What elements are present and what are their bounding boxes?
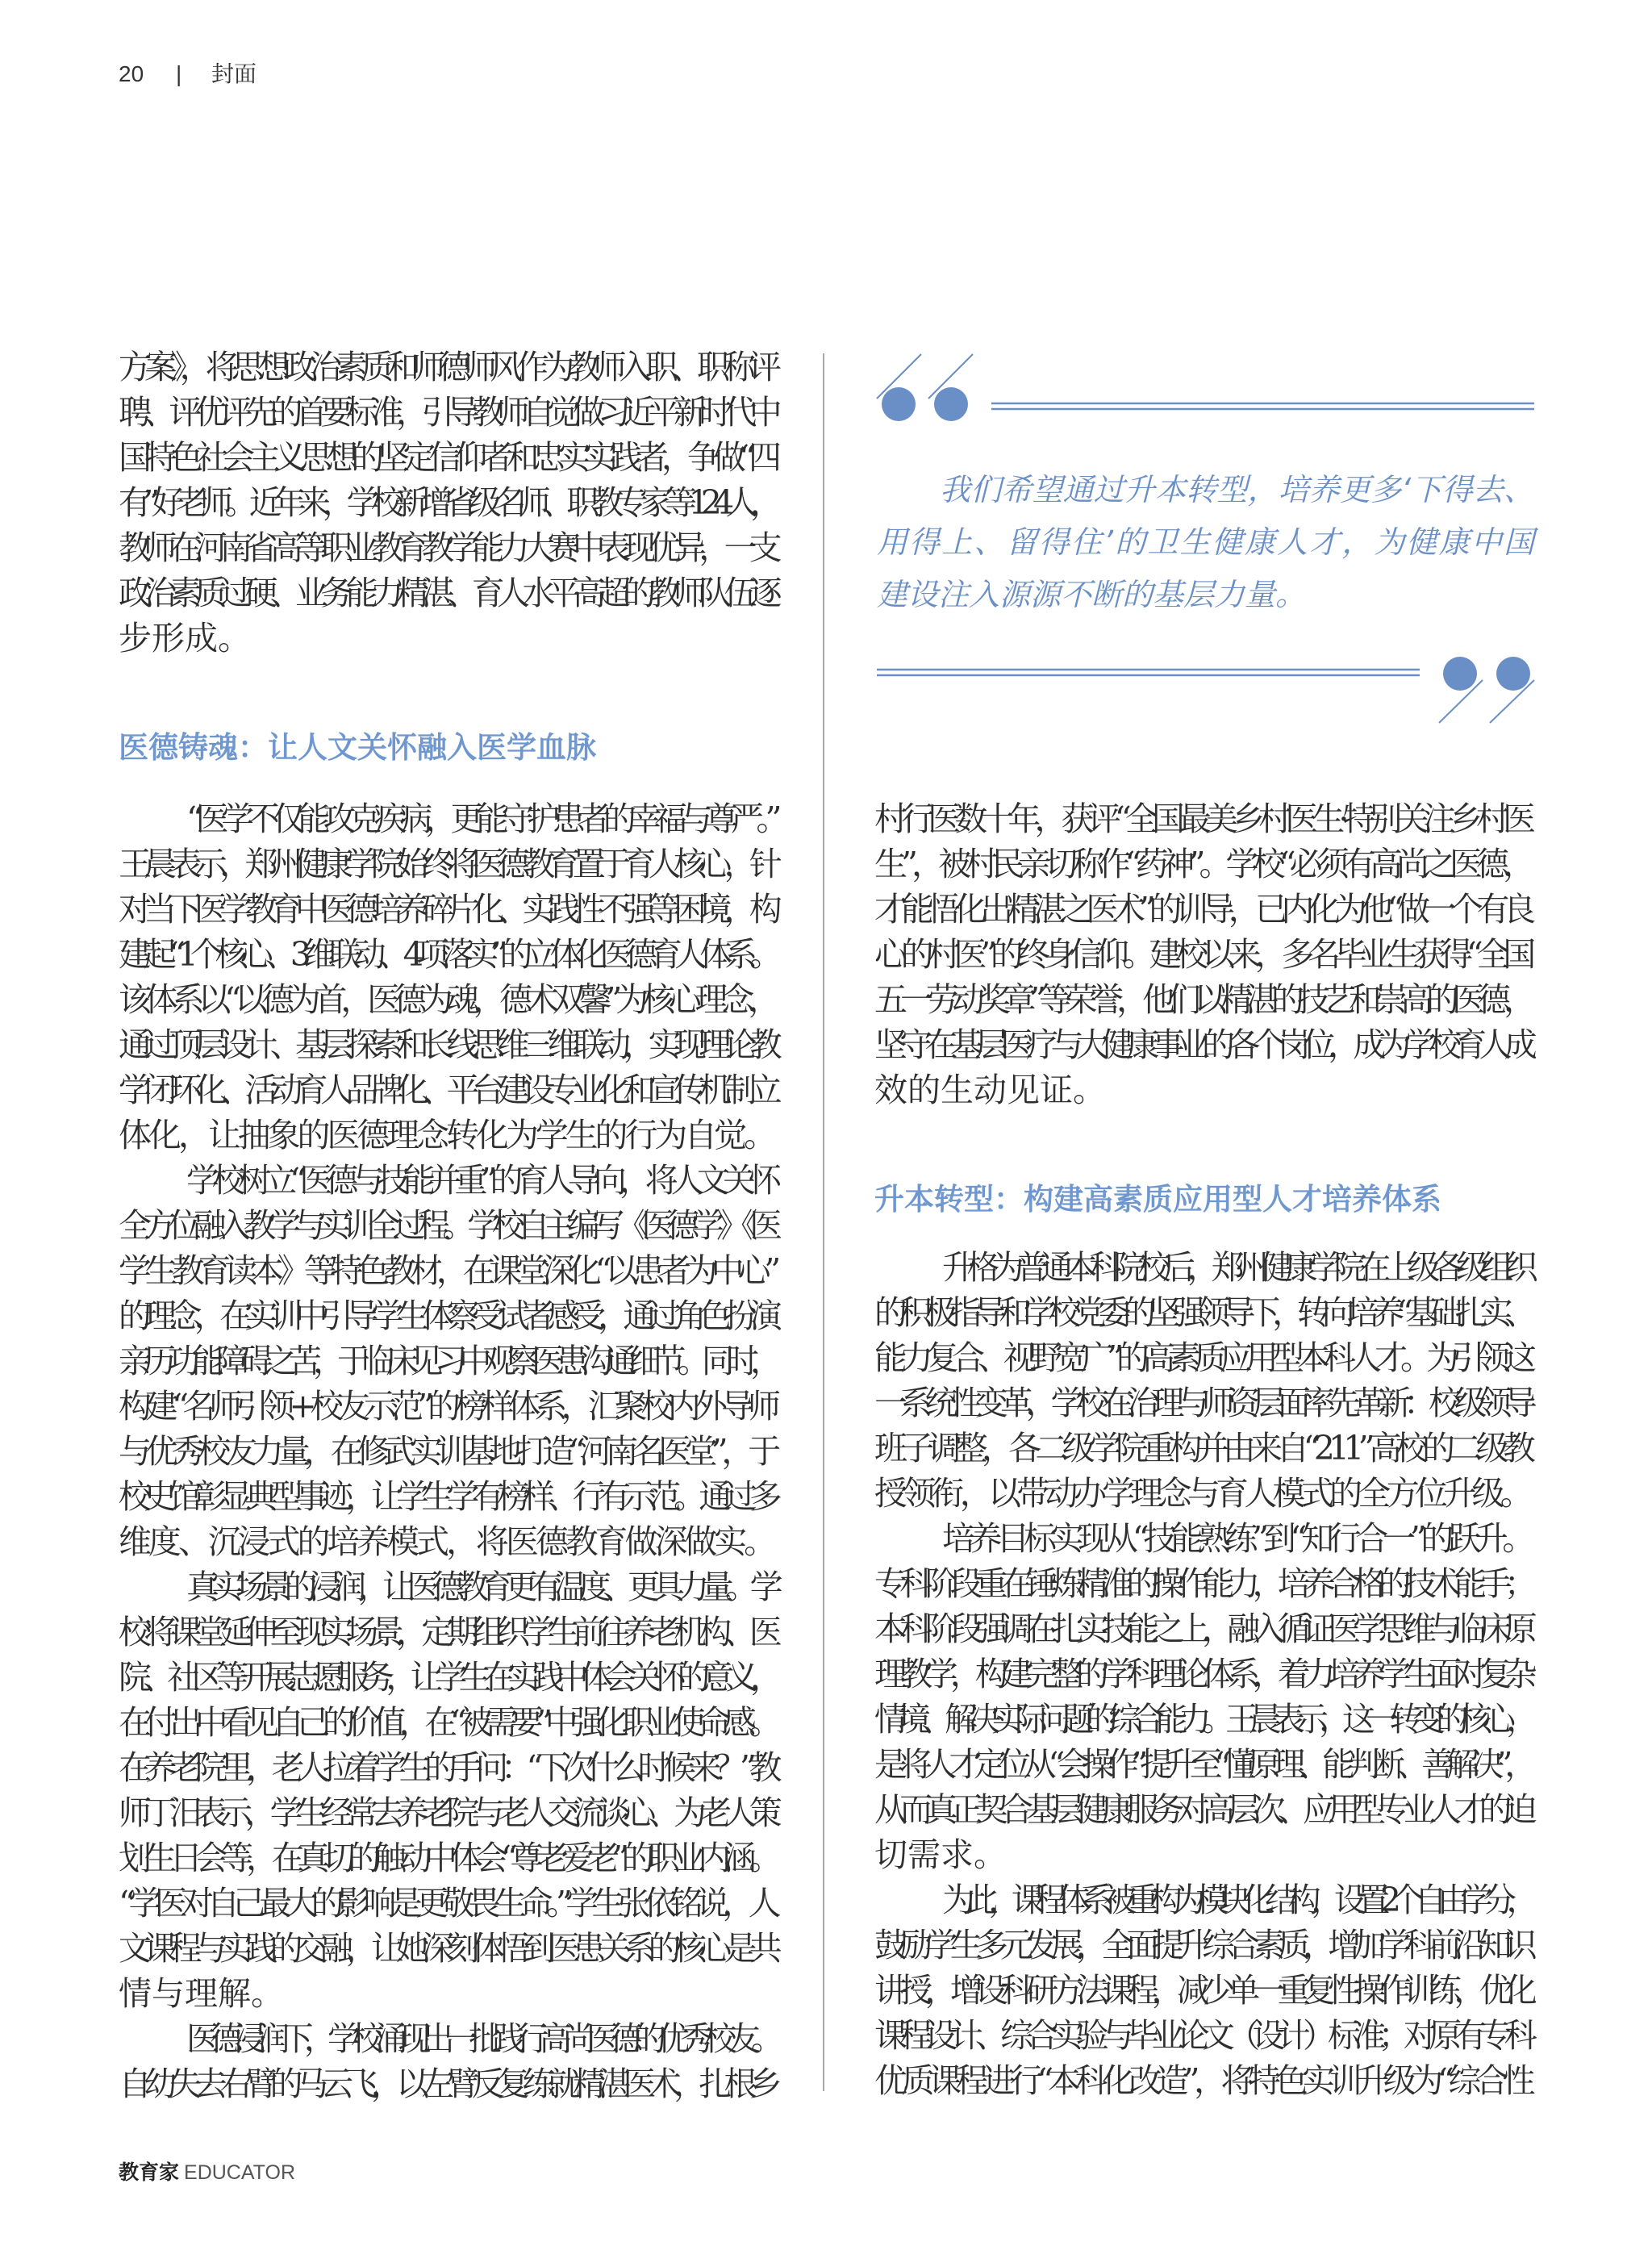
text-line: 王晨表示，郑州健康学院始终将医德教育置于育人核心，针	[119, 845, 774, 883]
text-line: 本科阶段强调在扎实技能之上，融入循证医学思维与临床原	[874, 1609, 1529, 1648]
footer-brand	[119, 2159, 295, 2186]
paragraph	[119, 1158, 774, 1564]
text-line: 情境、解决实际问题的综合能力。王晨表示，这一转变的核心，	[874, 1700, 1529, 1739]
quote-line: 我们希望通过升本转型，培养更多‘下得去、	[940, 472, 1534, 507]
text-line: 为此，课程体系被重构为模块化结构，设置2个自由学分，	[942, 1881, 1529, 1919]
paragraph	[119, 2016, 774, 2106]
text-line: “医学不仅能攻克疾病，更能守护患者的幸福与尊严。”	[186, 800, 774, 838]
open-quote-icon	[877, 354, 973, 421]
section-heading-medical-ethics: 医德铸魂：让人文关怀融入医学血脉	[119, 730, 596, 765]
text-line: 全方位融入教学与实训全过程。学校自主编写《医德学》《医	[119, 1206, 774, 1245]
text-line: 的积极指导和学校党委的坚强领导下，转向培养“基础扎实、	[874, 1293, 1529, 1332]
text-line: 聘、评优评先的首要标准，引导教师自觉做习近平新时代中	[119, 393, 774, 432]
text-line: 院、社区等开展志愿服务，让学生在实践中体会关怀的意义，	[119, 1658, 774, 1697]
text-line: 维度、沉浸式的培养模式，将医德教育做深做实。	[119, 1522, 774, 1561]
text-line: 村行医数十年，获评“全国最美乡村医生·特别关注乡村医	[874, 800, 1529, 838]
text-line: 真实场景的浸润，让医德教育更有温度、更具力量。学	[186, 1568, 774, 1606]
text-line: 体化，让抽象的医德理念转化为学生的行为自觉。	[119, 1116, 774, 1154]
text-line: 步形成。	[119, 619, 251, 658]
text-line: 五一劳动奖章”等荣誉，他们以精湛的技艺和崇高的医德，	[874, 980, 1529, 1019]
text-line: 师丁汨表示，学生经常去养老院与老人交流谈心、为老人策	[119, 1793, 774, 1832]
quote-line: 建设注入源源不断的基层力量。	[877, 577, 1307, 612]
text-line: 医德浸润下，学校涌现出一批践行高尚医德的优秀校友。	[186, 2019, 774, 2058]
text-line: 才能悟化出精湛之医术”的训导，已内化为他“做一个有良	[874, 890, 1529, 929]
text-line: 培养目标实现从“技能熟练”到“知行合一”的跃升。	[942, 1519, 1529, 1558]
paragraph	[119, 344, 774, 661]
text-line: 自幼失去右臂的马云飞，以左臂反复练就精湛医术，扎根乡	[119, 2065, 774, 2103]
text-line: 教师在河南省高等职业教育教学能力大赛中表现优异，一支	[119, 528, 774, 567]
text-line: 与优秀校友力量，在修武实训基地打造“河南名医堂”，于	[119, 1432, 774, 1471]
pull-quote-text	[877, 464, 1534, 621]
text-line: 有”好老师。近年来，学校新增省级名师、职教专家等124人，	[119, 483, 774, 522]
text-line: 在养老院里，老人拉着学生的手问：“下次什么时候来？”教	[119, 1748, 774, 1787]
text-line: 班子调整，各二级学院重构并由来自“211”高校的二级教	[874, 1429, 1529, 1468]
text-line: 学生教育读本》等特色教材，在课堂深化“以患者为中心”	[119, 1251, 774, 1290]
brand-name-cn: 教育家	[119, 2161, 180, 2184]
text-line: 坚守在基层医疗与大健康事业的各个岗位，成为学校育人成	[874, 1025, 1529, 1064]
paragraph	[119, 1564, 774, 2016]
paragraph	[874, 1245, 1529, 1516]
text-line: 优质课程进行“本科化改造”，将特色实训升级为“综合性	[874, 2061, 1529, 2100]
text-line: 课程设计、综合实验与毕业论文（设计）标准；对原有专科	[874, 2016, 1529, 2055]
text-line: 授领衔，以带动办学理念与育人模式的全方位升级。	[874, 1474, 1529, 1513]
paragraph	[119, 796, 774, 1158]
text-line: 能力复合、视野宽广”的高素质应用型本科人才。为引领这	[874, 1338, 1529, 1377]
close-quote-icon	[1439, 657, 1534, 723]
text-line: 理教学，构建完整的学科理论体系，着力培养学生面对复杂	[874, 1655, 1529, 1693]
right-body	[874, 1245, 1529, 2103]
text-line: 的理念，在实训中引导学生体察受试者感受，通过角色扮演	[119, 1296, 774, 1335]
text-line: 从而真正契合基层健康服务对高层次、应用型专业人才的迫	[874, 1790, 1529, 1829]
text-line: 亲历功能障碍之苦，于临床见习中观察医患沟通细节。同时，	[119, 1342, 774, 1380]
text-line: 政治素质过硬、业务能力精湛、育人水平高超的教师队伍逐	[119, 574, 774, 612]
section-name: 封面	[211, 61, 257, 86]
text-line: “学医对自己最大的影响是更敬畏生命。”学生张依铭说，人	[119, 1884, 774, 1923]
top-double-rule	[991, 403, 1534, 409]
text-line: 该体系以“以德为首，医德为魂，德术双馨”为核心理念，	[119, 980, 774, 1019]
text-line: 校将课堂延伸至现实场景，定期组织学生前往养老机构、医	[119, 1613, 774, 1651]
text-line: 专科阶段重在锤炼精准的操作能力，培养合格的技术能手；	[874, 1564, 1529, 1603]
bottom-double-rule	[877, 670, 1420, 675]
paragraph	[874, 796, 1529, 1113]
text-line: 一系统性变革，学校在治理与师资层面率先革新：校级领导	[874, 1384, 1529, 1422]
text-line: 划生日会等，在真切的触动中体会“尊老爱老”的职业内涵。	[119, 1839, 774, 1877]
text-line: 文课程与实践的交融，让她深刻体悟到医患关系的核心是共	[119, 1929, 774, 1968]
text-line: 切需求。	[874, 1835, 1007, 1874]
quote-line: 用得上、留得住’的卫生健康人才，为健康中国	[877, 524, 1534, 560]
text-line: 生”，被村民亲切称作“药神”。学校“必须有高尚之医德，	[874, 845, 1529, 883]
text-line: 国特色社会主义思想的坚定信仰者和忠实实践者，争做“四	[119, 438, 774, 477]
text-line: 讲授，增设科研方法课程，减少单一重复性操作训练，优化	[874, 1971, 1529, 2010]
text-line: 构建“名师引领+校友示范”的榜样体系，汇聚校内外导师	[119, 1387, 774, 1426]
text-line: 情与理解。	[119, 1974, 284, 2013]
text-line: 升格为普通本科院校后，郑州健康学院在上级各级组织	[942, 1248, 1529, 1287]
header-separator: |	[176, 61, 182, 86]
text-line: 学闭环化、活动育人品牌化、平台建设专业化和宣传机制立	[119, 1071, 774, 1109]
page-number: 20	[119, 61, 144, 86]
text-line: 对当下医学教育中医德培养碎片化、实践性不强等困境，构	[119, 890, 774, 929]
paragraph	[874, 1877, 1529, 2103]
text-line: 鼓励学生多元发展，全面提升综合素质，增加学科前沿知识	[874, 1926, 1529, 1964]
left-body	[119, 796, 774, 2106]
paragraph	[874, 1516, 1529, 1877]
brand-name-en: EDUCATOR	[184, 2161, 295, 2184]
right-intro	[874, 796, 1529, 1113]
text-line: 是将人才定位从“会操作”提升至“懂原理、能判断、善解决”，	[874, 1745, 1529, 1784]
column-divider	[823, 353, 824, 2091]
text-line: 通过顶层设计、基层探索和长线思维三维联动，实现理论教	[119, 1025, 774, 1064]
text-line: 方案》，将思想政治素质和师德师风作为教师入职、职称评	[119, 348, 774, 386]
text-line: 学校树立“医德与技能并重”的育人导向，将人文关怀	[186, 1161, 774, 1200]
section-heading-upgrade: 升本转型：构建高素质应用型人才培养体系	[874, 1182, 1441, 1217]
text-line: 建起“1个核心、3维联动、4项落实”的立体化医德育人体系。	[119, 935, 774, 974]
text-line: 在付出中看见自己的价值，在“被需要”中强化职业使命感。	[119, 1703, 774, 1742]
text-line: 校史馆彰显典型事迹，让学生学有榜样、行有示范。通过多	[119, 1477, 774, 1516]
text-line: 心的村医”的终身信仰。建校以来，多名毕业生获得“全国	[874, 935, 1529, 974]
left-intro	[119, 344, 774, 661]
text-line: 效的生动见证。	[874, 1071, 1106, 1109]
